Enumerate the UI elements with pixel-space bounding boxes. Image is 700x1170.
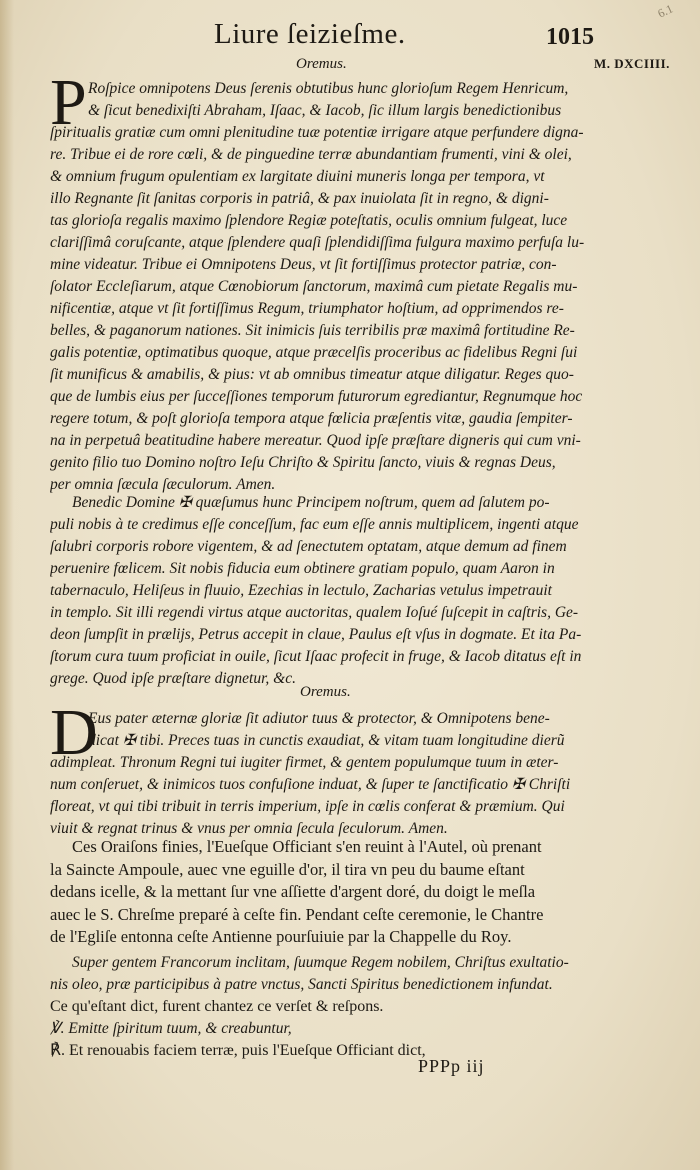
text-line: in templo. Sit illi regendi virtus atque auctoritas, qualem Ioſué ſuſcepit in caſtris, Ge- <box>50 604 579 621</box>
signature-mark: PPPp iij <box>418 1056 485 1076</box>
text-line: belles, & paganorum nationes. Sit inimicis ſuis terribilis præ maximâ fortitudine Re- <box>50 322 575 339</box>
text-line: puli nobis à te credimus eſſe conceſſum, fac eum eſſe annis multiplicem, ingenti atque <box>50 516 579 533</box>
text-line: dedans icelle, & la mettant ſur vne aſſiette d'argent doré, du doigt le meſla <box>50 882 536 901</box>
text-line: peruenire fœlicem. Sit nobis fiducia eum obtinere gratiam populo, quam Aaron in <box>50 560 555 577</box>
drop-cap-d: D <box>50 696 98 769</box>
text-line: ſolator Eccleſiarum, atque Cœnobiorum ſanctorum, maximâ cum pietate Regalis mu- <box>50 278 578 295</box>
text-line: illo Regnante ſit ſanitas corporis in patriâ, & pax inuiolata ſit in regno, & digni- <box>50 190 549 207</box>
text-line: regere totum, & poſt glorioſa tempora atque fœlicia præſentis vitæ, gaudia ſempiter- <box>50 410 573 427</box>
text-line: re. Tribue ei de rore cœli, & de pinguedine terræ abundantiam frumenti, vini & olei, <box>50 146 572 163</box>
text-line: la Saincte Ampoule, auec vne eguille d'or, il tira vn peu du baume eſtant <box>50 859 525 879</box>
versicle-block <box>50 996 586 1062</box>
margin-year-note: M. DXCIIII. <box>594 56 670 71</box>
text-line: na in perpetuâ beatitudine habere mereatur. Quod ipſe præſtare digneris qui cum vni- <box>50 432 581 449</box>
corner-pencil-mark: 6.1 <box>655 1 676 21</box>
text-line: Benedic Domine ✠ quæſumus hunc Principem noſtrum, quem ad ſalutem po- <box>72 494 550 511</box>
text-line: & ſicut benedixiſti Abraham, Iſaac, & Iacob, ſic illum largis benedictionibus <box>88 102 562 119</box>
text-line: ſtorum cura tuum proficiat in ouile, ſicut Iſaac profecit in fruge, & Iacob ditatus eſt in <box>50 648 582 665</box>
text-line: que de lumbis eius per ſucceſſiones temporum futurorum egrediantur, Regnumque hoc <box>50 388 583 405</box>
running-head-title: Liure ſeizieſme. <box>214 18 406 50</box>
text-line: genito filio tuo Domino noſtro Ieſu Chriſto & Spiritu ſancto, viuis & regnas Deus, <box>50 454 556 471</box>
text-line: ſalubri corporis robore vigentem, & ad ſenectutem optatam, atque demum ad finem <box>50 538 567 555</box>
text-line: clariſſimâ coruſcante, atque ſplendere quaſi ſplendidiſſima fulgura maximo perfuſa lu- <box>50 234 585 251</box>
text-line: de l'Egliſe entonna ceſte Antienne pourſuiuie par la Chappelle du Roy. <box>50 927 512 946</box>
text-line: tas glorioſa regalis maximo ſplendore Regiæ poteſtatis, oculis omnium fulgeat, luce <box>50 212 568 229</box>
text-line: adimpleat. Thronum Regni tui iugiter firmet, & gentem populumque tuum in æter- <box>50 754 559 771</box>
text-line: num conſeruet, & inimicos tuos confuſione induat, & ſuper te ſanctificatio ✠ Chriſti <box>50 776 571 793</box>
text-line: Ce qu'eſtant dict, furent chantez ce verſet & reſpons. <box>50 998 384 1015</box>
text-line: deon ſumpſit in prælijs, Petrus accepit in claue, Paulus eſt vſus in dogmate. Et ita Pa- <box>50 626 582 643</box>
drop-cap-p: P <box>50 66 87 139</box>
prayer-block-2 <box>50 492 586 690</box>
text-line: Super gentem Francorum inclitam, ſuumque Regem nobilem, Chriſtus exultatio- <box>72 954 569 971</box>
text-line: Roſpice omnipotens Deus ſerenis obtutibus hunc glorioſum Regem Henricum, <box>88 80 569 97</box>
response-line: ℟. Et renouabis faciem terræ, puis l'Eueſque Officiant dict, <box>50 1042 426 1059</box>
text-line: floreat, vt qui tibi tribuit in terris imperium, ipſe in cœlis conferat & præmium. Qui <box>50 798 565 815</box>
text-line: ſpiritualis gratiæ cum omni plenitudine tuæ potentiæ irrigare atque perfundere digna- <box>50 124 584 141</box>
text-line: grege. Quod ipſe præſtare dignetur, &c. <box>50 670 296 687</box>
text-line: Ces Oraiſons finies, l'Eueſque Officiant s'en reuint à l'Autel, où prenant <box>72 837 542 856</box>
prayer-block-1 <box>50 78 586 496</box>
text-line: nis oleo, præ participibus à patre vnctus, Sancti Spiritus benedictionem infundat. <box>50 976 553 993</box>
section-heading-oremus-1: Oremus. <box>296 56 347 72</box>
prayer-block-3 <box>50 708 586 840</box>
versicle-line: ℣. Emitte ſpiritum tuum, & creabuntur, <box>50 1020 292 1037</box>
text-line: galis potentiæ, optimatibus quoque, atque præcelſis proceribus ac fidelibus Regni ſui <box>50 344 578 361</box>
page-number: 1015 <box>546 24 594 50</box>
text-line: ſit munificus & amabilis, & pius: vt ab omnibus timeatur atque diligatur. Reges quo- <box>50 366 574 383</box>
text-line: mine videatur. Tribue ei Omnipotens Deus, vt ſit fortiſſimus protector patriæ, con- <box>50 256 557 273</box>
page-gutter-shadow <box>0 0 14 1170</box>
text-line: auec le S. Chreſme preparé à ceſte fin. Pendant ceſte ceremonie, le Chantre <box>50 904 544 924</box>
french-narrative-block <box>50 836 586 949</box>
section-heading-oremus-2: Oremus. <box>300 684 351 700</box>
text-line: Eus pater æternæ gloriæ ſit adiutor tuus & protector, & Omnipotens bene- <box>88 710 550 727</box>
text-line: viuit & regnat trinus & vnus per omnia ſecula ſeculorum. Amen. <box>50 820 448 837</box>
text-line: dicat ✠ tibi. Preces tuas in cunctis exaudiat, & vitam tuam longitudine dierũ <box>88 732 565 749</box>
text-line: nificentiæ, atque vt ſit fortiſſimus Regum, triumphator hoſtium, ad opprimendos re- <box>50 300 564 317</box>
text-line: & omnium frugum opulentiam ex largitate diuini muneris longa per tempora, vt <box>50 168 545 185</box>
antiphon-block <box>50 952 586 996</box>
text-line: tabernaculo, Heliſeus in fluuio, Ezechias in lectulo, Zacharias vetulus impetrauit <box>50 582 552 599</box>
text-line: per omnia ſæcula ſæculorum. Amen. <box>50 476 276 493</box>
